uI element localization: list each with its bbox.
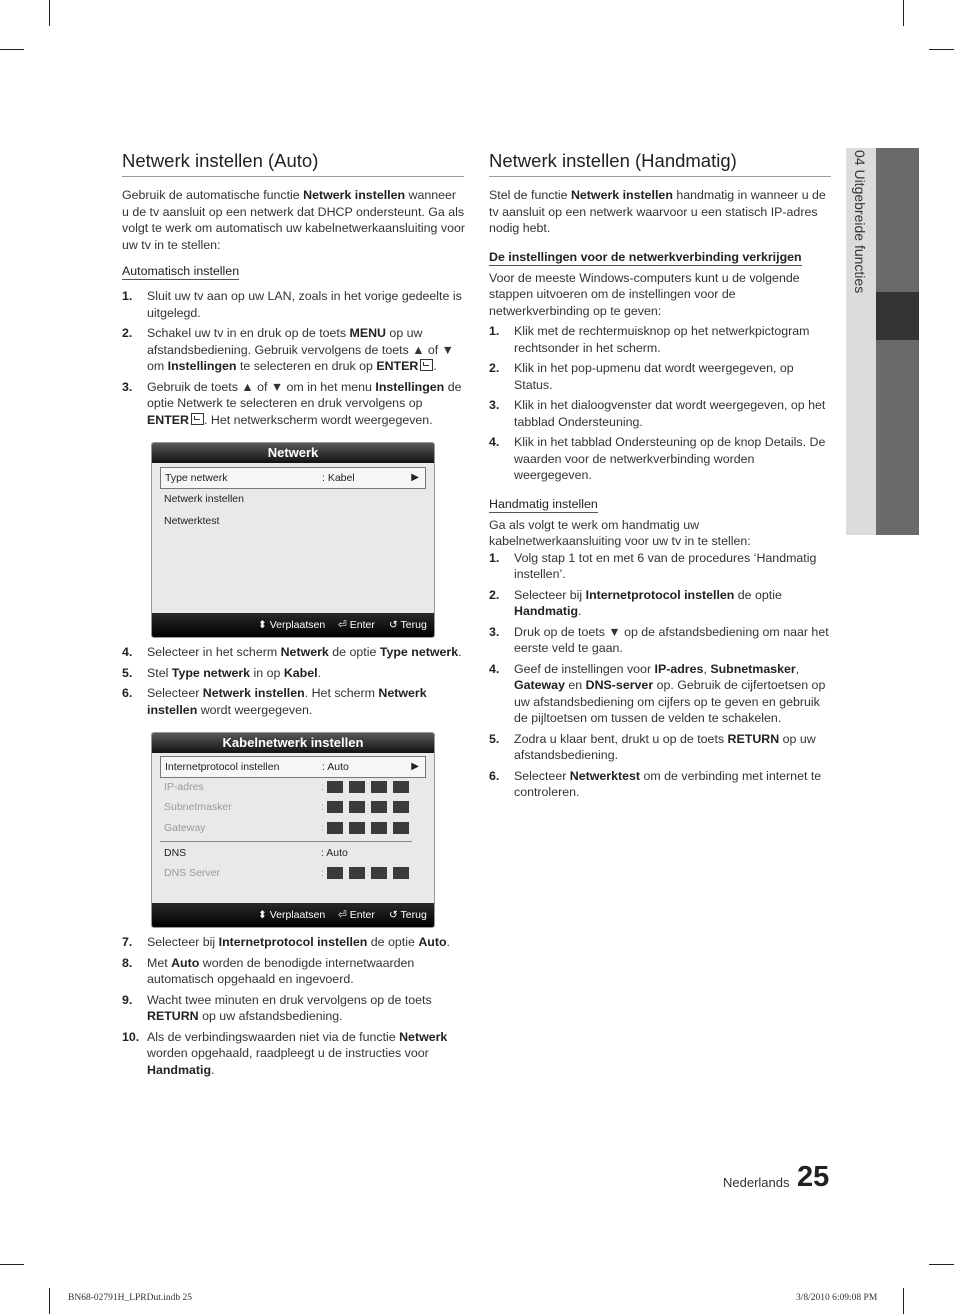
- arrow-right-icon: ▶: [411, 761, 419, 772]
- side-tab-bar: [876, 148, 919, 535]
- step-item: [122, 685, 466, 718]
- cable-network-screen: [151, 732, 435, 928]
- crop-mark: [929, 1264, 954, 1265]
- row-label: DNS: [164, 847, 187, 859]
- menu-row-netwerktest[interactable]: [160, 511, 426, 531]
- section-title-manual: Netwerk instellen (Handmatig): [489, 150, 831, 177]
- step-item: [122, 288, 466, 321]
- enter-hint: [338, 903, 375, 927]
- network-screen: [151, 442, 435, 638]
- step-item: [122, 1029, 466, 1079]
- enter-icon: [191, 413, 204, 425]
- step-text: Schakel uw tv in en druk op de toets MENU op uw afstandsbediening. Gebruik vervolgens de toets ▲ of ▼ om Instellingen te selecteren en druk op ENTER .: [147, 326, 454, 373]
- step-text: Selecteer in het scherm Netwerk de optie Type netwerk.: [147, 645, 462, 659]
- back-hint: [389, 613, 427, 637]
- print-date-info: 3/8/2010 6:09:08 PM: [796, 1293, 878, 1303]
- intro-auto: Gebruik de automatische functie Netwerk instellen wanneer u de tv aansluit op een netwerk dat DHCP ondersteunt. Ga als volgt te werk om automatisch uw kabelnetwerkaansluiting voor uw tv in te stellen:: [122, 188, 465, 252]
- page-number: 25: [797, 1161, 830, 1193]
- step-number: 2.: [122, 326, 133, 340]
- screen-title: Netwerk: [152, 443, 434, 463]
- step-item: [489, 587, 831, 620]
- step-item: [489, 360, 831, 393]
- step-text: Als de verbindingswaarden niet via de functie Netwerk worden opgehaald, raadpleegt u de instructies voor Handmatig.: [147, 1029, 448, 1077]
- step-number: 4.: [489, 661, 500, 676]
- enter-hint: [338, 613, 375, 637]
- move-label: Verplaatsen: [269, 909, 326, 921]
- step-text: Klik met de rechtermuisknop op het netwerkpictogram rechtsonder in het scherm.: [514, 324, 810, 355]
- step-text: Wacht twee minuten en druk vervolgens op de toets RETURN op uw afstandsbediening.: [147, 992, 432, 1023]
- enter-label: Enter: [349, 909, 375, 921]
- step-text: Gebruik de toets ▲ of ▼ om in het menu Instellingen de optie Netwerk te selecteren en druk vervolgens op ENTER . Het netwerkscherm wordt weergegeven.: [147, 379, 462, 427]
- step-item: [122, 325, 466, 375]
- step-item: [489, 768, 831, 801]
- right-column: [489, 150, 831, 801]
- step-item: [122, 992, 466, 1025]
- enter-icon: [420, 359, 433, 371]
- row-value: :: [321, 801, 324, 813]
- subheading-manual: Handmatig instellen: [489, 496, 598, 511]
- step-item: [489, 434, 831, 484]
- subheading-connection-settings: De instellingen voor de netwerkverbinding verkrijgen: [489, 249, 802, 264]
- step-text: Sluit uw tv aan op uw LAN, zoals in het vorige gedeelte is uitgelegd.: [147, 289, 462, 320]
- step-text: Met Auto worden de benodigde internetwaarden automatisch opgehaald en ingevoerd.: [147, 955, 415, 986]
- move-hint: [258, 613, 325, 637]
- step-number: 8.: [122, 955, 133, 970]
- step-text: Selecteer Netwerktest om de verbinding met internet te controleren.: [514, 768, 822, 799]
- crop-mark: [0, 49, 24, 50]
- para-manual: Ga als volgt te werk om handmatig uw kabelnetwerkaansluiting voor uw tv in te stellen:: [489, 517, 751, 548]
- step-text: Klik in het dialoogvenster dat wordt weergegeven, op het tabblad Ondersteuning.: [514, 398, 826, 429]
- row-label: DNS Server: [164, 867, 221, 879]
- step-item: [122, 955, 466, 988]
- steps-list: [122, 644, 466, 718]
- steps-list: [489, 323, 831, 484]
- crop-mark: [929, 49, 954, 50]
- crop-mark: [903, 0, 904, 26]
- divider: [160, 841, 412, 842]
- crop-mark: [49, 1288, 50, 1314]
- step-item: [489, 323, 831, 356]
- step-number: 3.: [489, 624, 500, 639]
- step-text: Selecteer bij Internetprotocol instellen de optie Handmatig.: [514, 587, 782, 618]
- step-number: 4.: [122, 645, 133, 659]
- step-text: Stel Type netwerk in op Kabel.: [147, 665, 322, 680]
- subheading-auto: Automatisch instellen: [122, 264, 240, 278]
- row-label: Internetprotocol instellen: [165, 761, 280, 773]
- step-number: 5.: [489, 731, 500, 746]
- arrow-right-icon: ▶: [411, 472, 419, 483]
- step-item: [489, 731, 831, 764]
- menu-row-subnetmasker: [160, 797, 426, 817]
- menu-row-dns[interactable]: [160, 843, 426, 863]
- para-windows: Voor de meeste Windows-computers kunt u de volgende stappen uitvoeren om de instellingen voor de netwerkverbinding op te geven:: [489, 270, 800, 318]
- intro-manual: Stel de functie Netwerk instellen handmatig in wanneer u de tv aansluit op een netwerk waarvoor u een statisch IP-adres nodig hebt.: [489, 188, 826, 235]
- section-title-auto: Netwerk instellen (Auto): [122, 150, 464, 177]
- screen-footer: [152, 613, 434, 637]
- move-hint: [258, 903, 325, 927]
- enter-label: Enter: [349, 619, 375, 631]
- step-item: [489, 550, 831, 583]
- step-number: 1.: [489, 324, 500, 338]
- step-text: Volg stap 1 tot en met 6 van de procedures ‘Handmatig instellen’.: [514, 550, 817, 581]
- menu-row-type-netwerk[interactable]: [160, 467, 426, 489]
- step-item: [122, 644, 466, 661]
- step-number: 6.: [122, 686, 133, 700]
- crop-mark: [903, 1288, 904, 1314]
- menu-row-internetprotocol[interactable]: [160, 756, 426, 778]
- step-item: [122, 934, 466, 951]
- step-item: [122, 379, 466, 429]
- step-text: Klik in het pop-upmenu dat wordt weergegeven, op Status.: [514, 361, 794, 392]
- row-value: : Kabel: [322, 472, 355, 484]
- gateway-fields: [327, 821, 415, 841]
- menu-row-netwerk-instellen[interactable]: [160, 489, 426, 509]
- step-text: Klik in het tabblad Ondersteuning op de knop Details. De waarden voor de netwerkverbinding worden weergegeven.: [514, 435, 826, 482]
- row-value: : Auto: [321, 847, 348, 859]
- row-label: Gateway: [164, 822, 206, 834]
- enter-icon: ⏎: [338, 619, 347, 631]
- step-item: [489, 624, 831, 657]
- crop-mark: [49, 0, 50, 26]
- step-number: 4.: [489, 435, 500, 449]
- step-number: 6.: [489, 768, 500, 783]
- step-number: 5.: [122, 665, 133, 680]
- step-number: 1.: [489, 550, 500, 565]
- step-number: 1.: [122, 289, 133, 303]
- row-label: Netwerk instellen: [164, 493, 244, 505]
- subnet-fields: [327, 800, 415, 820]
- menu-row-gateway: [160, 818, 426, 838]
- dns-fields: [327, 866, 415, 886]
- step-number: 3.: [122, 379, 133, 394]
- move-label: Verplaatsen: [269, 619, 326, 631]
- side-tab: [848, 150, 874, 370]
- row-value: : Auto: [322, 761, 349, 773]
- back-hint: [389, 903, 427, 927]
- step-text: Geef de instellingen voor IP-adres, Subnetmasker, Gateway en DNS-server op. Gebruik de cijfertoetsen op uw afstandsbediening om cijfers op te geven en gebruik de pijltoetsen om tussen de velden te schakelen.: [514, 661, 826, 725]
- return-icon: ↺: [389, 909, 398, 921]
- crop-mark: [0, 1264, 24, 1265]
- row-value: :: [321, 822, 324, 834]
- step-number: 3.: [489, 398, 500, 412]
- back-label: Terug: [400, 619, 427, 631]
- side-tab-active-marker: [876, 292, 919, 340]
- row-label: IP-adres: [164, 781, 204, 793]
- footer-language: Nederlands: [723, 1175, 790, 1190]
- row-label: Subnetmasker: [164, 801, 232, 813]
- steps-list: [122, 288, 466, 428]
- updown-icon: ⬍: [258, 619, 267, 631]
- enter-icon: ⏎: [338, 909, 347, 921]
- screen-footer: [152, 903, 434, 927]
- step-item: [489, 397, 831, 430]
- return-icon: ↺: [389, 619, 398, 631]
- row-value: :: [321, 867, 324, 879]
- step-item: [122, 665, 466, 682]
- step-number: 7.: [122, 935, 133, 949]
- step-item: [489, 661, 831, 727]
- row-label: Type netwerk: [165, 472, 228, 484]
- side-tab-label: 04 Uitgebreide functies: [852, 150, 868, 294]
- row-label: Netwerktest: [164, 515, 220, 527]
- updown-icon: ⬍: [258, 909, 267, 921]
- steps-list: [489, 550, 831, 801]
- menu-row-dns-server: [160, 863, 426, 883]
- step-text: Selecteer Netwerk instellen. Het scherm Netwerk instellen wordt weergegeven.: [147, 686, 427, 717]
- step-number: 2.: [489, 361, 500, 375]
- back-label: Terug: [400, 909, 427, 921]
- menu-row-ip-adres: [160, 777, 426, 797]
- left-column: [122, 150, 466, 1078]
- step-number: 2.: [489, 587, 500, 602]
- step-text: Druk op de toets ▼ op de afstandsbediening om naar het eerste veld te gaan.: [514, 624, 829, 655]
- print-file-info: BN68-02791H_LPRDut.indb 25: [68, 1293, 193, 1303]
- step-text: Selecteer bij Internetprotocol instellen de optie Auto.: [147, 935, 450, 949]
- steps-list: [122, 934, 466, 1078]
- step-number: 10.: [122, 1029, 140, 1044]
- step-number: 9.: [122, 992, 133, 1007]
- row-value: :: [321, 781, 324, 793]
- step-text: Zodra u klaar bent, drukt u op de toets RETURN op uw afstandsbediening.: [514, 731, 816, 762]
- screen-title: Kabelnetwerk instellen: [152, 733, 434, 753]
